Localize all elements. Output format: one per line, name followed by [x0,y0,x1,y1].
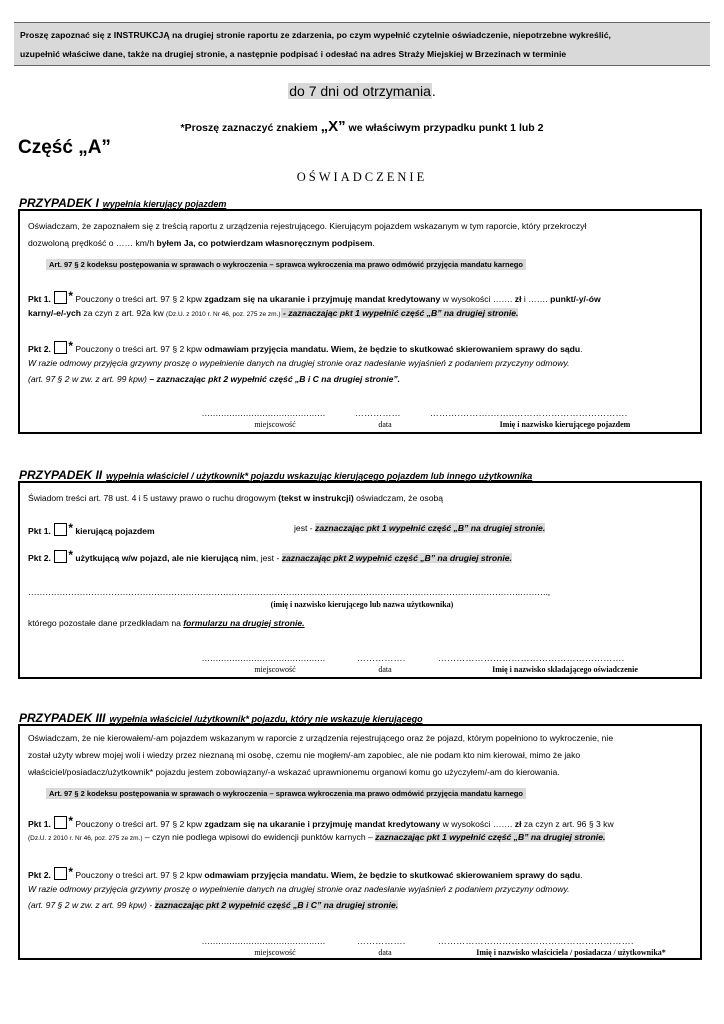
case1-pkt2-line3: (art. 97 § 2 w zw. z art. 99 kpw) – zaznaczając pkt 2 wypełnić część „B i C na drugiej stronie”. [28,374,401,384]
case3-date-label: data [378,948,392,957]
choose-instruction: *Proszę zaznaczyć znakiem „X” we właściwym przypadku punkt 1 lub 2 [180,118,544,135]
case3-place-label: miejscowość [254,948,296,957]
case1-date-line[interactable]: …………… [355,408,401,418]
case1-place-line[interactable]: ............................................. [202,408,326,418]
case2-pkt1-checkbox[interactable] [54,523,67,536]
instruction-line-2: uzupełnić właściwe dane, także na drugiej stronie, a następnie podpisać i odesłać na adres Straży Miejskiej w Brzezinach w terminie [20,49,567,59]
case3-place-line[interactable]: ............................................. [202,936,326,946]
case1-pkt1-checkbox[interactable] [54,291,67,304]
case3-title: PRZYPADEK III wypełnia właściciel /użytkownik* pojazdu, który nie wskazuje kierującego [19,711,423,725]
case2-place-line[interactable]: ............................................. [202,653,326,663]
case2-pkt2: Pkt 2. * użytkującą w/w pojazd, ale nie kierującą nim, jest - zaznaczając pkt 2 wypełnić część „B” na drugiej stronie. [28,548,512,563]
case3-pkt1-line1: Pkt 1. * Pouczony o treści art. 97 § 2 kpw zgadzam się na ukaranie i przyjmuję mandat kredytowany w wysokości ……. zł za czyn z art. 96 § 3 kw [28,814,614,829]
case3-pkt2-line3: (art. 97 § 2 w zw. z art. 99 kpw) - zaznaczając pkt 2 wypełnić część „B i C” na drugiej stronie. [28,900,399,910]
case1-intro-2: dozwoloną prędkość o …… km/h byłem Ja, co potwierdzam własnoręcznym podpisem. [28,238,375,248]
case2-signature-label: Imię i nazwisko składającego oświadczenie [492,665,638,674]
instruction-line-1: Proszę zapoznać się z INSTRUKCJĄ na drugiej stronie raportu ze zdarzenia, po czym wypełnić czytelnie oświadczenie, niepotrzebne wykreślić, [20,30,611,40]
case3-article-note: Art. 97 § 2 kodeksu postępowania w sprawach o wykroczenia – sprawca wykroczenia ma prawo odmówić przyjęcia mandatu karnego [46,788,526,799]
case3-intro-2: został użyty wbrew mojej woli i wiedzy przez nieznaną mi osobę, czemu nie mogłem/-am zapobiec, ale nie podam kto nim kierował, mimo że jako [28,750,581,760]
case3-pkt1-line2: (Dz.U. z 2010 r. Nr 46, poz. 275 ze zm.) – czyn nie podlega wpisowi do ewidencji punktów karnych – zaznaczając pkt 1 wypełnić część „B” na drugiej stronie. [28,832,606,842]
case1-signature-line[interactable]: ……….……….……..………………………………. [430,408,628,418]
case3-pkt1-checkbox[interactable] [54,816,67,829]
case1-box [18,209,702,434]
case2-driver-name-label: (imię i nazwisko kierującego lub nazwa użytkownika) [270,600,454,609]
case1-title: PRZYPADEK I wypełnia kierujący pojazdem [19,196,227,210]
case1-article-note: Art. 97 § 2 kodeksu postępowania w sprawach o wykroczenia – sprawca wykroczenia ma prawo odmówić przyjęcia mandatu karnego [46,259,526,270]
case1-pkt2-checkbox[interactable] [54,341,67,354]
part-a-title: Część „A” [18,137,111,158]
case2-box [18,481,702,679]
case3-box [18,724,702,960]
case2-rest-info: którego pozostałe dane przedkładam na formularzu na drugiej stronie. [28,618,305,628]
case1-pkt1-line2: karny/-e/-ych za czyn z art. 92a kw (Dz.U. z 2010 r. Nr 46, poz. 275 ze zm.) - zaznaczając pkt 1 wypełnić część „B” na drugiej stronie. [28,308,519,318]
case1-pkt1-line1: Pkt 1. * Pouczony o treści art. 97 § 2 kpw zgadzam się na ukaranie i przyjmuję mandat kredytowany w wysokości ……. zł i ……. punkt/-y/-ów [28,289,601,304]
case3-intro-1: Oświadczam, że nie kierowałem/-am pojazdem wskazanym w raporcie z urządzenia rejestrującego oraz że pojazd, którym popełniono to wykroczenie, nie [28,733,614,743]
case3-pkt2-checkbox[interactable] [54,867,67,880]
deadline-heading: do 7 dni od otrzymania. [289,83,436,99]
document-title: OŚWIADCZENIE [296,170,428,184]
case2-date-label: data [378,665,392,674]
case3-signature-label: Imię i nazwisko właściciela / posiadacza / użytkownika* [476,948,666,957]
case3-pkt2-line2: W razie odmowy przyjęcia grzywny proszę o wypełnienie danych na drugiej stronie oraz nadesłanie wyjaśnień z podaniem przyczyny odmowy. [28,884,570,894]
case3-intro-3: właściciel/posiadacz/użytkownik* pojazdu jestem zobowiązany/-a wskazać uprawnionemu organowi komu go użyczyłem/-am do kierowania. [28,767,560,777]
case2-pkt2-checkbox[interactable] [54,550,67,563]
case1-place-label: miejscowość [254,420,296,429]
case2-driver-name-line[interactable]: ……………………………………………………………………………………………………………………………………………………….………., [28,587,551,597]
case2-intro: Świadom treści art. 78 ust. 4 i 5 ustawy prawo o ruchu drogowym (tekst w instrukcji) oświadczam, że osobą [28,493,444,503]
case3-date-line[interactable]: ……………. [357,936,406,946]
case2-signature-line[interactable]: ……………………………………………………. [438,653,625,663]
case2-pkt1: Pkt 1. * kierującą pojazdem [28,521,155,536]
case3-signature-line[interactable]: ………………………………………………………. [438,936,634,946]
case1-pkt2-line1: Pkt 2. * Pouczony o treści art. 97 § 2 kpw odmawiam przyjęcia mandatu. Wiem, że będzie to skutkować skierowaniem sprawy do sądu. [28,339,583,354]
case1-pkt2-line2: W razie odmowy przyjęcia grzywny proszę o wypełnienie danych na drugiej stronie oraz nadesłanie wyjaśnień z podaniem przyczyny odmowy. [28,358,570,368]
case1-date-label: data [378,420,392,429]
case2-place-label: miejscowość [254,665,296,674]
case1-signature-label: Imię i nazwisko kierującego pojazdem [499,420,631,429]
case2-title: PRZYPADEK II wypełnia właściciel / użytkownik* pojazdu wskazując kierującego pojazdem lub innego użytkownika [19,468,533,482]
case2-date-line[interactable]: ……………. [357,653,406,663]
instruction-banner [14,22,710,66]
case1-intro-1: Oświadczam, że zapoznałem się z treścią raportu z urządzenia rejestrującego. Kierującym pojazdem wskazanym w tym raporcie, który przekroczył [28,221,587,231]
case3-pkt2-line1: Pkt 2. * Pouczony o treści art. 97 § 2 kpw odmawiam przyjęcia mandatu. Wiem, że będzie to skutkować skierowaniem sprawy do sądu. [28,865,583,880]
case2-pkt1-note: jest - zaznaczając pkt 1 wypełnić część „B” na drugiej stronie. [294,523,546,533]
